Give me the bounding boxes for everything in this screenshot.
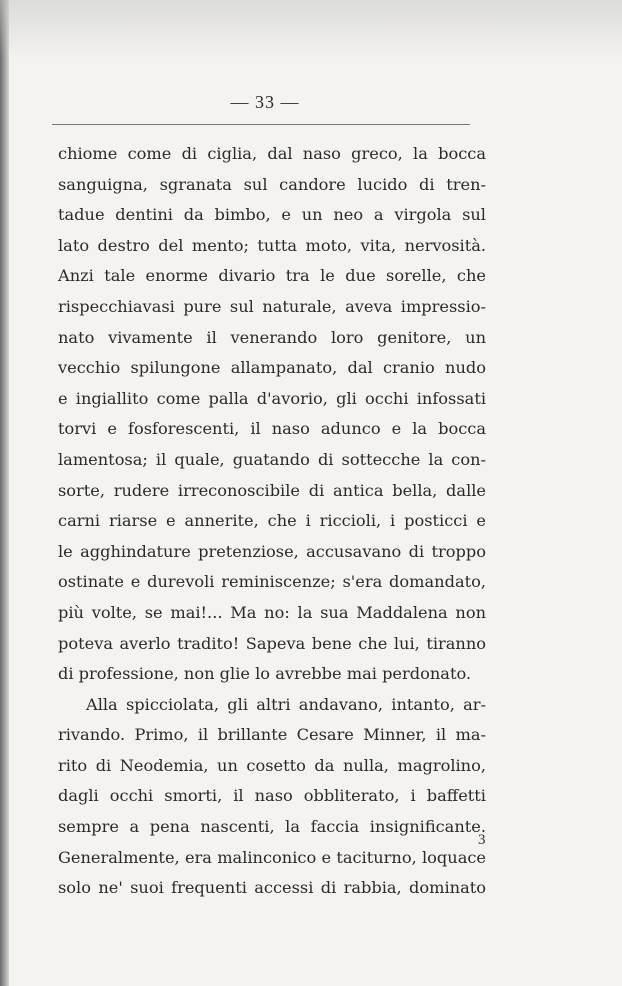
body-text [58,139,486,904]
text-line: Anzi tale enorme divario tra le due sorelle, che [58,266,486,286]
text-line: nato vivamente il venerando loro genitore, un [58,327,486,347]
text-line: sempre a pena nascenti, la faccia insignificante. [58,817,486,837]
text-line: chiome come di ciglia, dal naso greco, la bocca [58,144,486,163]
text-line: tadue dentini da bimbo, e un neo a virgola sul [58,205,486,225]
text-line: lamentosa; il quale, guatando di sottecche la con- [58,449,486,469]
text-line: poteva averlo tradito! Sapeva bene che lui, tiranno [58,633,486,653]
page-binding-shadow [0,0,9,986]
page-number: — 33 — [230,92,300,112]
text-line: le agghindature pretenziose, accusavano di troppo [58,541,486,561]
text-line: lato destro del mento; tutta moto, vita, nervosità. [58,235,486,255]
text-line: più volte, se mai!... Ma no: la sua Maddalena non [58,602,486,622]
text-line: Generalmente, era malinconico e taciturno, loquace [58,847,486,867]
text-line: sorte, rudere irreconoscibile di antica bella, dalle [58,480,486,500]
signature-mark: 3 [478,832,486,848]
text-line: carni riarse e annerite, che i riccioli, i posticci e [58,511,486,531]
text-line: torvi e fosforescenti, il naso adunco e la bocca [58,419,486,439]
text-line: vecchio spilungone allampanato, dal cranio nudo [58,358,486,378]
text-line: dagli occhi smorti, il naso obbliterato, i baffetti [58,786,486,806]
text-line: rito di Neodemia, un cosetto da nulla, magrolino, [58,755,486,775]
text-line: sanguigna, sgranata sul candore lucido di tren- [58,174,486,194]
header-rule [52,124,470,125]
text-line: rivando. Primo, il brillante Cesare Minner, il ma- [58,725,486,745]
text-line: rispecchiavasi pure sul naturale, aveva impressio- [58,296,486,316]
text-line: solo ne' suoi frequenti accessi di rabbia, dominato [58,878,486,898]
page-top-shade [0,0,622,60]
text-line: ostinate e durevoli reminiscenze; s'era domandato, [58,572,486,592]
text-line: e ingiallito come palla d'avorio, gli occhi infossati [58,388,486,408]
paragraph-start-line: Alla spicciolata, gli altri andavano, intanto, ar- [86,694,486,714]
paragraph-end-line: di professione, non glie lo avrebbe mai perdonato. [58,664,472,684]
